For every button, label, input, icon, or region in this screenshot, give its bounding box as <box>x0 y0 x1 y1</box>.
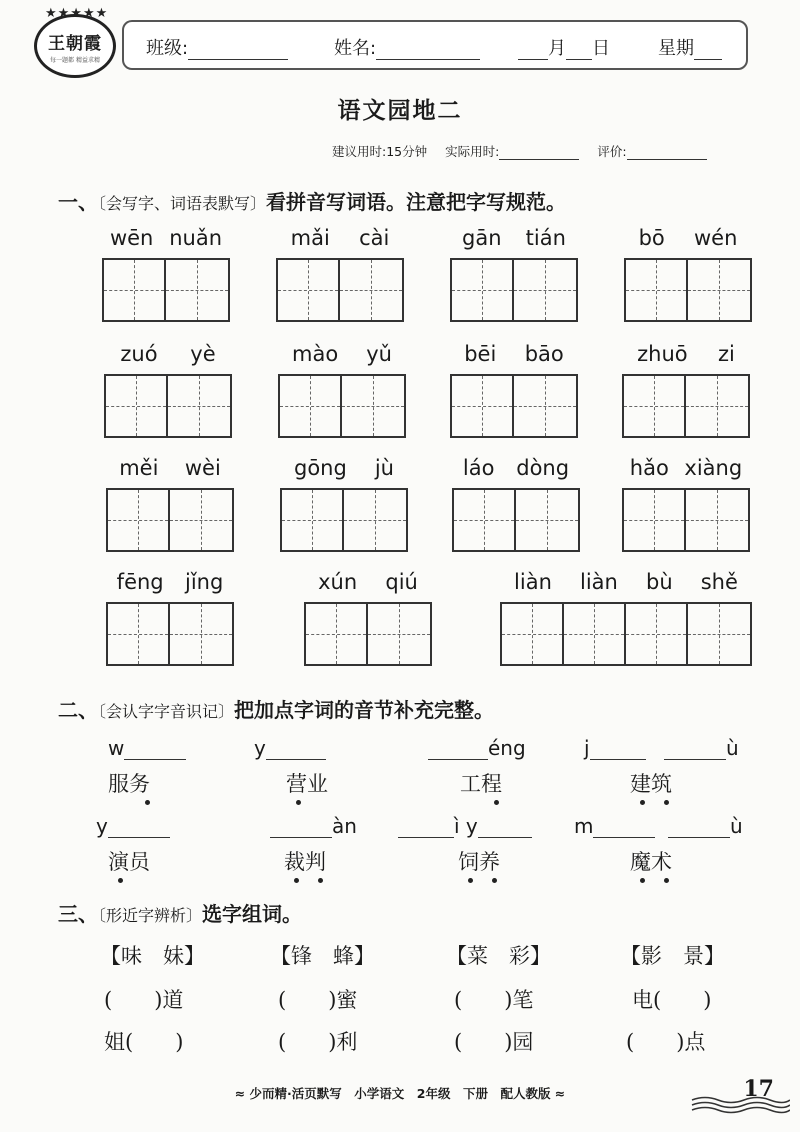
word-group-7 <box>450 342 578 438</box>
emphasis-dot <box>492 878 497 883</box>
dotted-word: 工程 <box>460 772 502 796</box>
pinyin: jǐng <box>184 570 224 594</box>
word-group-3 <box>450 226 578 322</box>
pinyin: bēi <box>464 342 497 366</box>
word-group-15 <box>500 570 752 666</box>
pinyin: zi <box>717 342 735 366</box>
word-group-13 <box>106 570 234 666</box>
pinyin: gōng <box>294 456 347 480</box>
pinyin: liàn <box>580 570 618 594</box>
section1-tag: 〔会写字、词语表默写〕 <box>98 194 267 213</box>
pinyin-blank[interactable]: y <box>254 736 326 760</box>
evaluation-line[interactable] <box>627 146 707 160</box>
page-title: 语文园地二 <box>337 98 463 124</box>
weekday-label: 星期 <box>658 38 694 59</box>
writing-grid[interactable] <box>278 374 406 438</box>
pinyin: láo <box>462 456 495 480</box>
pinyin: xún <box>318 570 358 594</box>
day-label: 日 <box>592 38 610 59</box>
pinyin-blank[interactable]: ì y <box>398 814 532 838</box>
pinyin: bāo <box>524 342 564 366</box>
writing-grid[interactable] <box>622 488 750 552</box>
emphasis-dot <box>640 878 645 883</box>
name-label: 姓名: <box>334 38 377 59</box>
section1-heading <box>58 186 566 215</box>
emphasis-dot <box>494 800 499 805</box>
pinyin-blank[interactable]: àn <box>270 814 357 838</box>
word-group-2 <box>276 226 404 322</box>
pinyin: xiàng <box>684 456 743 480</box>
char-pair: 【影 景】 <box>620 944 725 968</box>
class-label: 班级: <box>146 38 189 59</box>
writing-grid[interactable] <box>624 258 752 322</box>
pinyin: zhuō <box>637 342 688 366</box>
word-blank[interactable]: 姐( ) <box>104 1030 184 1054</box>
evaluation-label: 评价: <box>597 144 627 159</box>
pinyin: bù <box>645 570 673 594</box>
day-input-line[interactable] <box>566 40 592 60</box>
pinyin: jù <box>374 456 394 480</box>
actual-time-label: 实际用时: <box>445 144 500 159</box>
logo-text: 王朝霞 <box>48 33 102 54</box>
pinyin: nuǎn <box>169 226 223 250</box>
writing-grid[interactable] <box>622 374 750 438</box>
month-input-line[interactable] <box>518 40 548 60</box>
section2-instruction: 把加点字词的音节补充完整。 <box>234 698 495 722</box>
footer-text: ≈ 少而精·活页默写 小学语文 2年级 下册 配人教版 ≈ <box>234 1086 566 1101</box>
word-blank[interactable]: ( )园 <box>454 1030 534 1054</box>
pinyin: zuó <box>120 342 158 366</box>
emphasis-dot <box>118 878 123 883</box>
dotted-word: 营业 <box>286 772 328 796</box>
section3-tag: 〔形近字辨析〕 <box>98 906 203 925</box>
char-pair: 【味 妹】 <box>100 944 205 968</box>
word-group-10 <box>280 456 408 552</box>
pinyin: dòng <box>516 456 570 480</box>
dotted-word: 建筑 <box>630 772 672 796</box>
weekday-field <box>658 34 722 60</box>
word-group-6 <box>278 342 406 438</box>
word-group-5 <box>104 342 232 438</box>
pinyin: tián <box>525 226 566 250</box>
word-group-14 <box>304 570 432 666</box>
pinyin: mào <box>292 342 339 366</box>
section3-number: 三、 <box>58 902 98 926</box>
section2-number: 二、 <box>58 698 98 722</box>
actual-time-line[interactable] <box>499 146 579 160</box>
word-group-4 <box>624 226 752 322</box>
pinyin: shě <box>700 570 738 594</box>
pinyin-blank[interactable]: j <box>584 736 646 760</box>
word-blank[interactable]: ( )点 <box>626 1030 706 1054</box>
writing-grid[interactable] <box>500 602 752 666</box>
word-blank[interactable]: 电( ) <box>632 988 712 1012</box>
pinyin: wēn <box>109 226 154 250</box>
word-group-11 <box>452 456 580 552</box>
section2-tag: 〔会认字字音识记〕 <box>98 702 235 721</box>
word-group-9 <box>106 456 234 552</box>
emphasis-dot <box>296 800 301 805</box>
section2-heading <box>58 694 494 723</box>
writing-grid[interactable] <box>450 258 578 322</box>
time-row <box>332 142 707 160</box>
pinyin-blank[interactable]: ù <box>664 736 739 760</box>
section3-instruction: 选字组词。 <box>202 902 303 926</box>
pinyin: qiú <box>385 570 418 594</box>
char-pair: 【锋 蜂】 <box>270 944 375 968</box>
month-label: 月 <box>548 38 566 59</box>
dotted-word: 裁判 <box>284 850 326 874</box>
dotted-word: 服务 <box>108 772 150 796</box>
dotted-word: 演员 <box>108 850 150 874</box>
writing-grid[interactable] <box>106 602 234 666</box>
word-blank[interactable]: ( )笔 <box>454 988 534 1012</box>
logo-stars: ★★★★★ <box>45 6 109 21</box>
emphasis-dot <box>664 878 669 883</box>
pinyin: bō <box>638 226 665 250</box>
pinyin-blank[interactable]: y <box>96 814 170 838</box>
word-blank[interactable]: ( )蜜 <box>278 988 358 1012</box>
pinyin: liàn <box>514 570 552 594</box>
writing-grid[interactable] <box>450 374 578 438</box>
word-group-12 <box>622 456 750 552</box>
writing-grid[interactable] <box>304 602 432 666</box>
pinyin-blank[interactable]: ù <box>668 814 743 838</box>
emphasis-dot <box>294 878 299 883</box>
word-group-8 <box>622 342 750 438</box>
writing-grid[interactable] <box>106 488 234 552</box>
weekday-input-line[interactable] <box>694 40 722 60</box>
pinyin-blank[interactable]: éng <box>428 736 526 760</box>
name-input-line[interactable] <box>376 40 480 60</box>
section1-instruction: 看拼音写词语。注意把字写规范。 <box>266 190 567 214</box>
word-blank[interactable]: ( )道 <box>104 988 184 1012</box>
pinyin: wèi <box>184 456 221 480</box>
writing-grid[interactable] <box>280 488 408 552</box>
writing-grid[interactable] <box>102 258 230 322</box>
wave-decoration-icon <box>690 1094 790 1116</box>
pinyin: cài <box>359 226 390 250</box>
dotted-word: 魔术 <box>630 850 672 874</box>
pinyin: wén <box>693 226 738 250</box>
writing-grid[interactable] <box>452 488 580 552</box>
char-pair: 【菜 彩】 <box>446 944 551 968</box>
class-field <box>146 34 288 60</box>
emphasis-dot <box>640 800 645 805</box>
emphasis-dot <box>145 800 150 805</box>
page-number: 17 <box>743 1076 774 1102</box>
writing-grid[interactable] <box>104 374 232 438</box>
pinyin: měi <box>119 456 159 480</box>
pinyin-blank[interactable]: w <box>108 736 186 760</box>
suggested-time: 建议用时:15分钟 <box>332 144 428 159</box>
emphasis-dot <box>318 878 323 883</box>
emphasis-dot <box>468 878 473 883</box>
pinyin: mǎi <box>290 226 330 250</box>
pinyin: yè <box>190 342 216 366</box>
date-field <box>518 34 610 60</box>
pinyin: yǔ <box>366 342 392 366</box>
dotted-word: 饲养 <box>458 850 500 874</box>
pinyin: fēng <box>116 570 164 594</box>
section1-number: 一、 <box>58 190 98 214</box>
pinyin: hǎo <box>629 456 669 480</box>
word-blank[interactable]: ( )利 <box>278 1030 358 1054</box>
logo-subtitle: 每一题都 精益求精 <box>50 56 100 64</box>
writing-grid[interactable] <box>276 258 404 322</box>
word-group-1 <box>102 226 230 322</box>
emphasis-dot <box>664 800 669 805</box>
name-field <box>334 34 480 60</box>
publisher-logo <box>34 6 116 78</box>
pinyin: gān <box>462 226 502 250</box>
class-input-line[interactable] <box>188 40 288 60</box>
pinyin-blank[interactable]: m <box>574 814 655 838</box>
section3-heading <box>58 898 302 927</box>
